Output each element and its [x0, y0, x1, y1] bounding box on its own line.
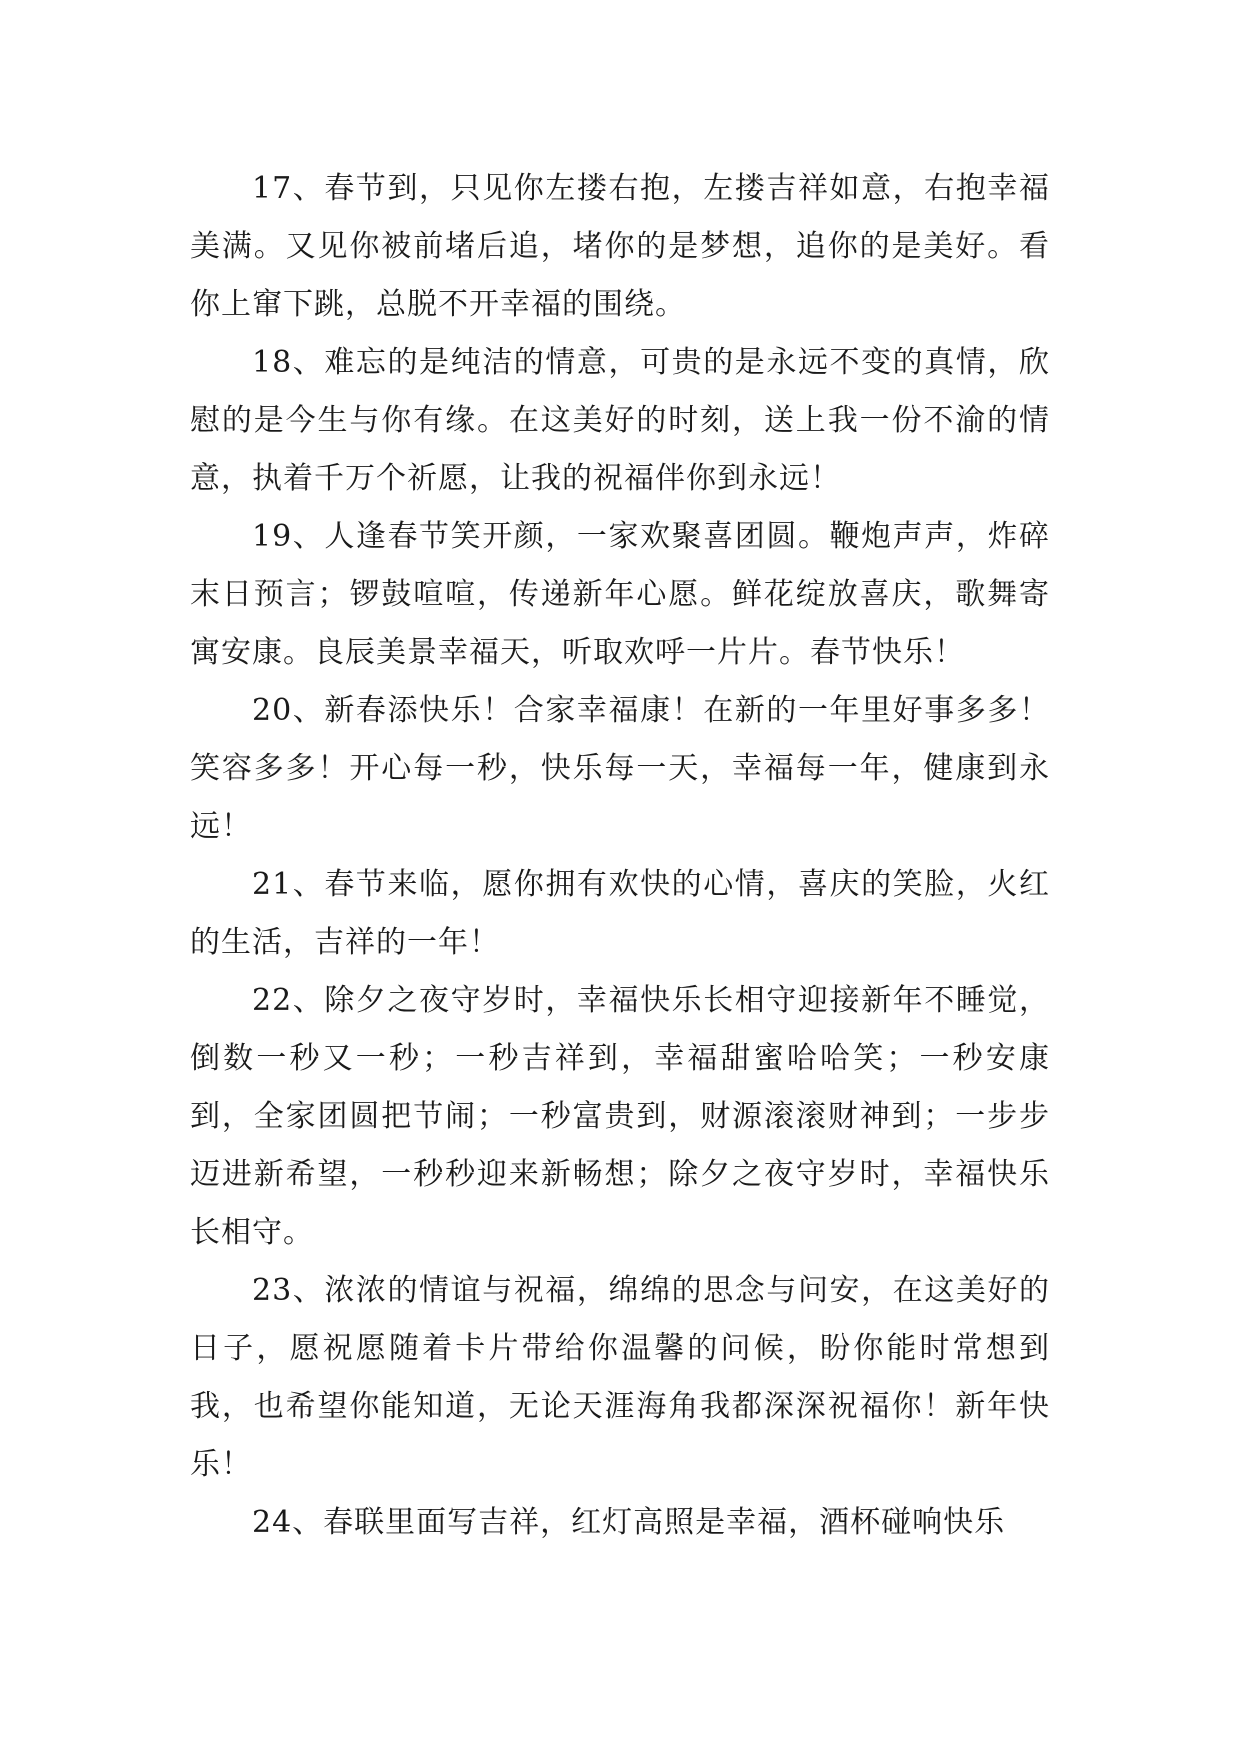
paragraph-17: 17、春节到，只见你左搂右抱，左搂吉祥如意，右抱幸福美满。又见你被前堵后追，堵你的是梦想，追你的是美好。看你上窜下跳，总脱不开幸福的围绕。	[190, 171, 1050, 322]
paragraph-23: 23、浓浓的情谊与祝福，绵绵的思念与问安，在这美好的日子，愿祝愿随着卡片带给你温馨的问候，盼你能时常想到我，也希望你能知道，无论天涯海角我都深深祝福你！新年快乐！	[190, 1273, 1050, 1482]
paragraph-20: 20、新春添快乐！合家幸福康！在新的一年里好事多多！笑容多多！开心每一秒，快乐每一天，幸福每一年，健康到永远！	[190, 693, 1050, 844]
paragraph-22: 22、除夕之夜守岁时，幸福快乐长相守迎接新年不睡觉，倒数一秒又一秒；一秒吉祥到，幸福甜蜜哈哈笑；一秒安康到，全家团圆把节闹；一秒富贵到，财源滚滚财神到；一步步迈进新希望，一秒秒迎来新畅想；除夕之夜守岁时，幸福快乐长相守。	[190, 983, 1050, 1250]
document-body	[190, 160, 1050, 1552]
paragraph-18: 18、难忘的是纯洁的情意，可贵的是永远不变的真情，欣慰的是今生与你有缘。在这美好的时刻，送上我一份不渝的情意，执着千万个祈愿，让我的祝福伴你到永远！	[190, 345, 1050, 496]
paragraph-24: 24、春联里面写吉祥，红灯高照是幸福，酒杯碰响快乐	[252, 1505, 1006, 1540]
paragraph-19: 19、人逢春节笑开颜，一家欢聚喜团圆。鞭炮声声，炸碎末日预言；锣鼓喧喧，传递新年心愿。鲜花绽放喜庆，歌舞寄寓安康。良辰美景幸福天，听取欢呼一片片。春节快乐！	[190, 519, 1050, 670]
paragraph-21: 21、春节来临，愿你拥有欢快的心情，喜庆的笑脸，火红的生活，吉祥的一年！	[190, 867, 1050, 960]
